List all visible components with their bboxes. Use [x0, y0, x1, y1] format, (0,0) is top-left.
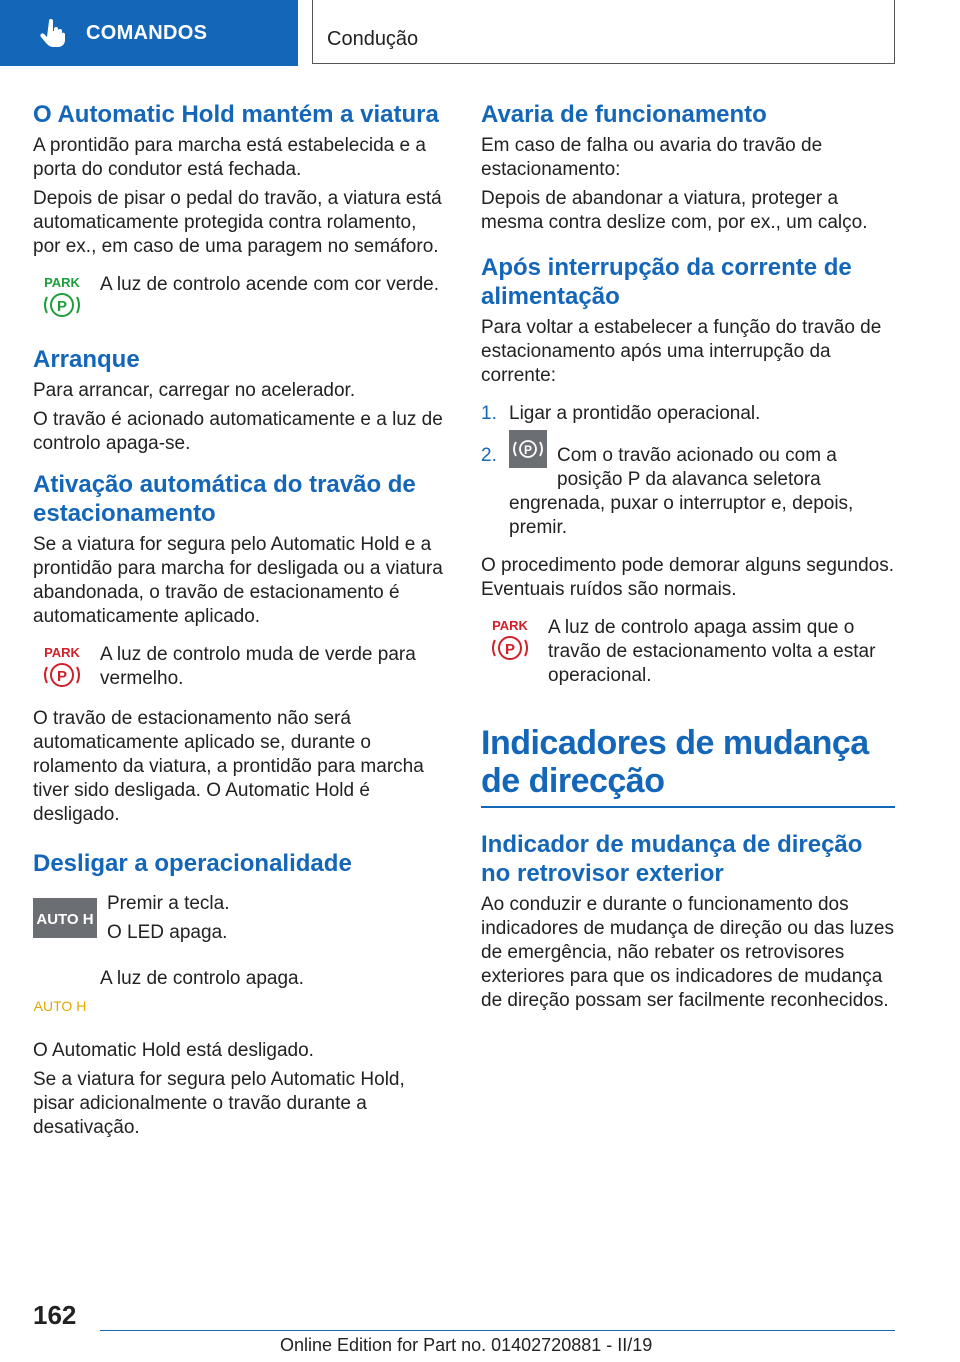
footer-edition: Online Edition for Part no. 01402720881 - II/19	[280, 1335, 653, 1355]
icon-row	[33, 892, 443, 945]
text: O Automatic Hold está desligado.	[33, 1040, 314, 1061]
text: O travão de estacionamento não será automaticamente aplicado se, durante o rolamento da viatura, a prontidão para marcha tiver sido desligada. O Automatic Hold é desligado.	[33, 708, 424, 825]
text: A luz de controlo acende com cor verde.	[100, 274, 440, 295]
page-header	[0, 0, 960, 66]
text: A luz de controlo apaga.	[100, 968, 304, 989]
text: Para voltar a estabelecer a função do travão de estacionamento após uma interrupção da corrente:	[481, 317, 882, 386]
text: Se a viatura for segura pelo Automatic Hold, pisar adicionalmente o travão durante a desativação.	[33, 1069, 405, 1138]
auto-h-button-icon	[33, 898, 97, 938]
park-letter: P	[56, 298, 68, 315]
heading-indicador: Indicador de mudança de direção no retrovisor exterior	[481, 831, 863, 887]
text: Depois de abandonar a viatura, proteger a mesma contra deslize com, por ex., um calço.	[481, 188, 868, 233]
icon-row	[481, 616, 895, 688]
heading-indicadores: Indicadores de mudança de direcção	[481, 724, 869, 800]
park-letter: P	[56, 668, 68, 685]
text: O LED apaga.	[107, 922, 228, 943]
heading-arranque: Arranque	[33, 346, 140, 373]
auto-h-text: AUTO H	[36, 911, 94, 928]
list-item: 1. Ligar a prontidão operacional.	[481, 403, 761, 424]
hand-icon	[40, 19, 66, 47]
section-label: Condução	[312, 0, 895, 64]
heading-hold: O Automatic Hold mantém a viatura	[33, 101, 439, 128]
park-letter: P	[523, 443, 533, 457]
parking-brake-switch-icon	[509, 430, 547, 468]
auto-h-text: AUTO H	[33, 998, 87, 1014]
park-text: PARK	[492, 618, 528, 633]
text: Premir a tecla.	[107, 893, 230, 914]
footer-divider	[100, 1330, 895, 1331]
text: Depois de pisar o pedal do travão, a viatura está automaticamente protegida contra rolamento, por ex., em caso de uma paragem no semáforo.	[33, 188, 442, 257]
park-text: PARK	[44, 275, 80, 290]
list-item: 2. P Com o travão acionado ou com a posição P da alavanca seletora engrenada, puxar o interruptor e, depois, premir.	[481, 444, 895, 540]
chapter-label: COMANDOS	[86, 21, 208, 44]
text: Para arrancar, carregar no acelerador.	[33, 380, 356, 401]
text: O travão é acionado automaticamente e a luz de controlo apaga-se.	[33, 409, 443, 454]
text: O procedimento pode demorar alguns segundos. Eventuais ruídos são normais.	[481, 555, 894, 600]
park-letter: P	[504, 641, 516, 658]
heading-desligar: Desligar a operacionalidade	[33, 850, 352, 877]
text: Se a viatura for segura pelo Automatic Hold e a prontidão para marcha for desligada ou a viatura abandonada, o travão de estacionamento é automaticamente aplicado.	[33, 534, 443, 627]
page-number: 162	[33, 1300, 77, 1330]
icon-row	[33, 967, 443, 1017]
auto-h-lamp-icon	[33, 967, 91, 1017]
chapter-tab	[0, 0, 298, 66]
icon-row	[33, 643, 443, 693]
text: A luz de controlo apaga assim que o travão de estacionamento volta a estar operacional.	[548, 617, 876, 686]
heading-avaria: Avaria de funcionamento	[481, 101, 767, 128]
text: A prontidão para marcha está estabelecida e a porta do condutor está fechada.	[33, 135, 426, 180]
park-green-icon	[33, 273, 91, 323]
text: Em caso de falha ou avaria do travão de estacionamento:	[481, 135, 823, 180]
park-red-icon	[481, 616, 539, 666]
icon-row	[33, 273, 443, 323]
text: Ao conduzir e durante o funcionamento dos indicadores de mudança de direção ou das luzes de emergência, não rebater os retrovisores exteriores para que os indicadores de mudança de direção possam ser facilmente reconhecidos.	[481, 894, 894, 1011]
right-column	[481, 100, 895, 1013]
text: A luz de controlo muda de verde para vermelho.	[100, 644, 416, 689]
park-red-icon	[33, 643, 91, 693]
park-text: PARK	[44, 645, 80, 660]
left-column	[33, 100, 443, 1140]
heading-ativacao: Ativação automática do travão de estacionamento	[33, 471, 416, 527]
heading-apos: Após interrupção da corrente de alimentação	[481, 254, 852, 310]
